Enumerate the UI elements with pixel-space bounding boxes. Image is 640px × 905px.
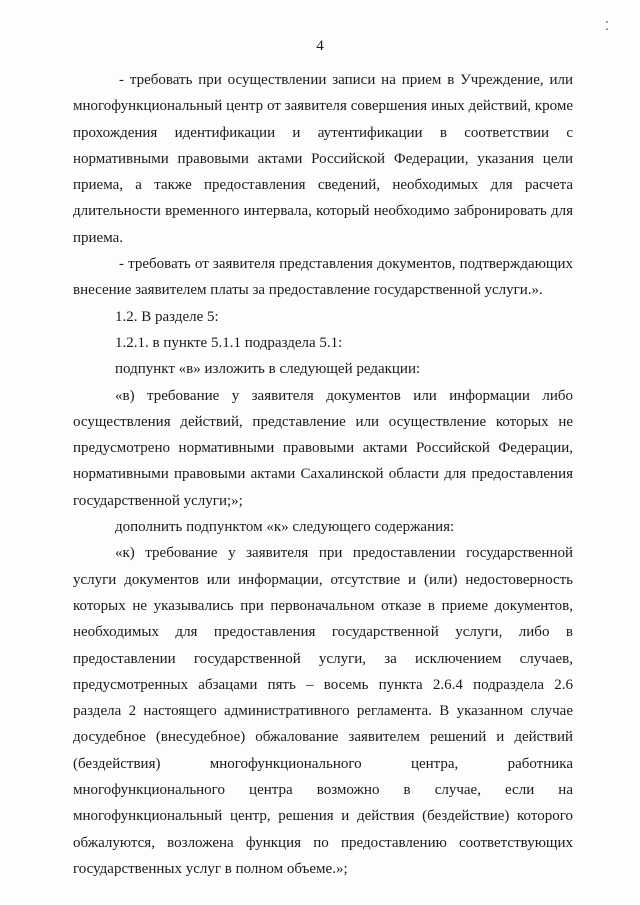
paragraph-section-5: 1.2. В разделе 5:	[115, 308, 219, 325]
paragraph-payment-documents: - требовать от заявителя представления документов, подтверждающих внесение заявителем платы за предоставление государственной услуги.».	[73, 256, 573, 299]
paragraph-clause-5-1-1: 1.2.1. в пункте 5.1.1 подраздела 5.1:	[115, 334, 343, 351]
corner-mark: ⁚	[605, 19, 609, 33]
paragraph-subclause-v-intro: подпункт «в» изложить в следующей редакции:	[115, 361, 421, 378]
paragraph-subclause-v: «в) требование у заявителя документов или информации либо осуществления действий, представление или осуществление которых не предусмотрено нормативными правовыми актами Российской Федерации, нормативными правовыми актами Сахалинской области для предоставления государственной услуги;»;	[73, 387, 573, 509]
page-number: 4	[316, 38, 324, 54]
document-body	[73, 67, 573, 882]
paragraph-subclause-k: «к) требование у заявителя при предоставлении государственной услуги документов или информации, отсутствие и (или) недостоверность которых не указывались при первоначальном отказе в приеме документов, необходимых для предоставления государственной услуги, либо в предоставлении государственной услуги, за исключением случаев, предусмотренных абзацами пять – восемь пункта 2.6.4 подраздела 2.6 раздела 2 настоящего административного регламента. В указанном случае досудебное (внесудебное) обжалование заявителем решений и действий (бездействия) многофункционального центра, работника многофункционального центра возможно в случае, если на многофункциональный центр, решения и действия (бездействие) которого обжалуются, возложена функция по предоставлению соответствующих государственных услуг в полном объеме.»;	[73, 545, 573, 877]
paragraph-appointment-requirements: - требовать при осуществлении записи на прием в Учреждение, или многофункциональный центр от заявителя совершения иных действий, кроме прохождения идентификации и аутентификации в соответствии с нормативными правовыми актами Российской Федерации, указания цели приема, а также предоставления сведений, необходимых для расчета длительности временного интервала, который необходимо забронировать для приема.	[73, 72, 573, 246]
paragraph-subclause-k-intro: дополнить подпунктом «к» следующего содержания:	[115, 519, 455, 536]
